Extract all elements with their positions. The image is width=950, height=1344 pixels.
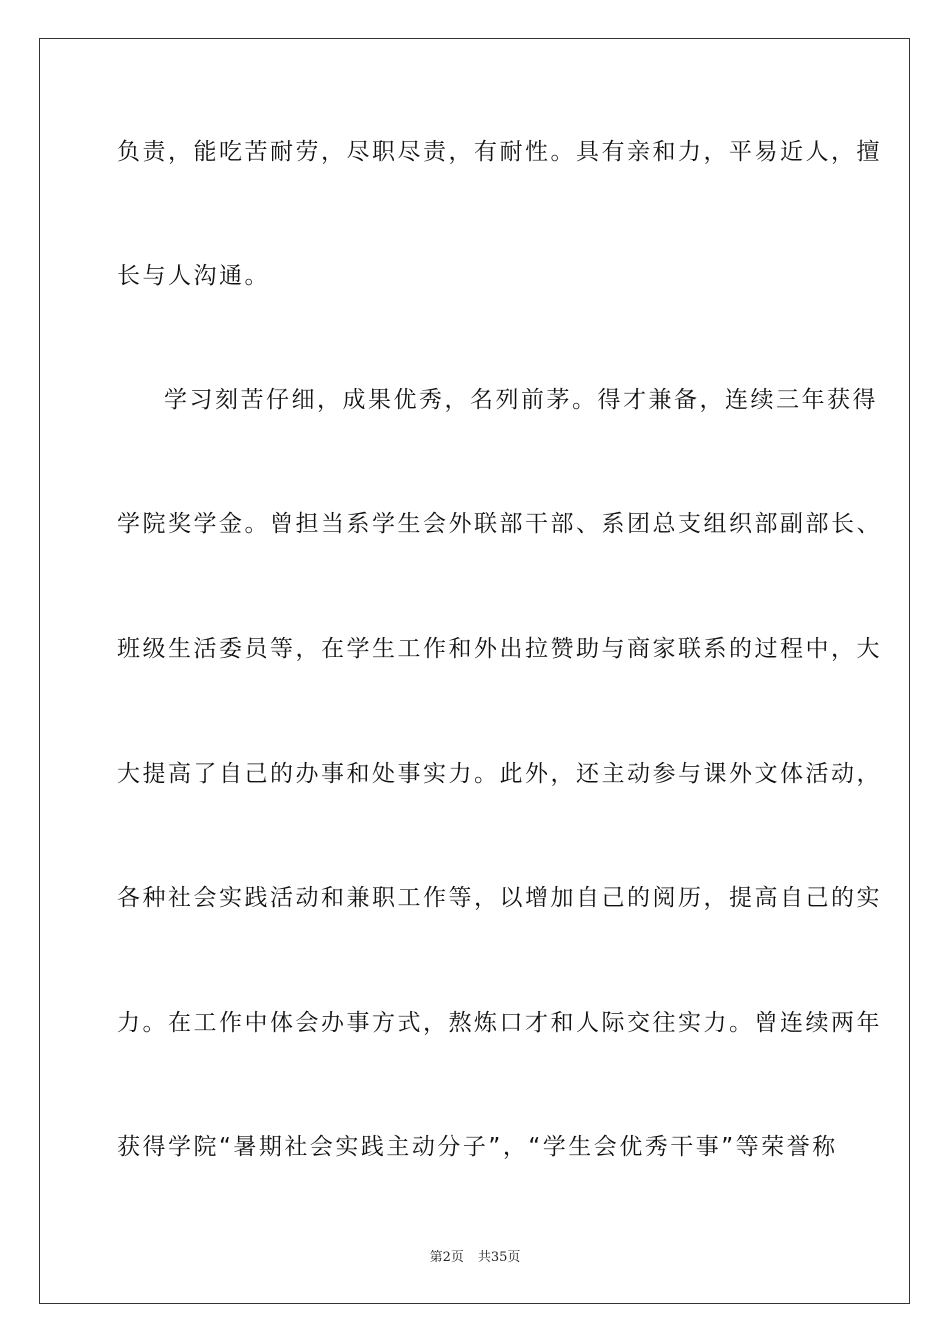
text-line: 力。在工作中体会办事方式，熬炼口才和人际交往实力。曾连续两年 — [117, 1010, 882, 1036]
text-line: 负责，能吃苦耐劳，尽职尽责，有耐性。具有亲和力，平易近人，擅 — [117, 139, 882, 165]
page-total: 共35页 — [477, 1250, 521, 1265]
text-line: 各种社会实践活动和兼职工作等，以增加自己的阅历，提高自己的实 — [117, 885, 882, 911]
page-footer — [0, 1246, 950, 1265]
text-line: 大提高了自己的办事和处事实力。此外，还主动参与课外文体活动， — [117, 761, 882, 787]
page-number: 第2页 — [429, 1250, 464, 1265]
text-line: 班级生活委员等，在学生工作和外出拉赞助与商家联系的过程中，大 — [117, 636, 882, 662]
page-border — [39, 38, 910, 1304]
text-line: 长与人沟通。 — [117, 263, 270, 289]
text-line: 学院奖学金。曾担当系学生会外联部干部、系团总支组织部副部长、 — [117, 511, 882, 537]
text-line: 学习刻苦仔细，成果优秀，名列前茅。得才兼备，连续三年获得 — [164, 387, 878, 413]
text-line: 获得学院“暑期社会实践主动分子”，“学生会优秀干事”等荣誉称 — [117, 1134, 838, 1160]
